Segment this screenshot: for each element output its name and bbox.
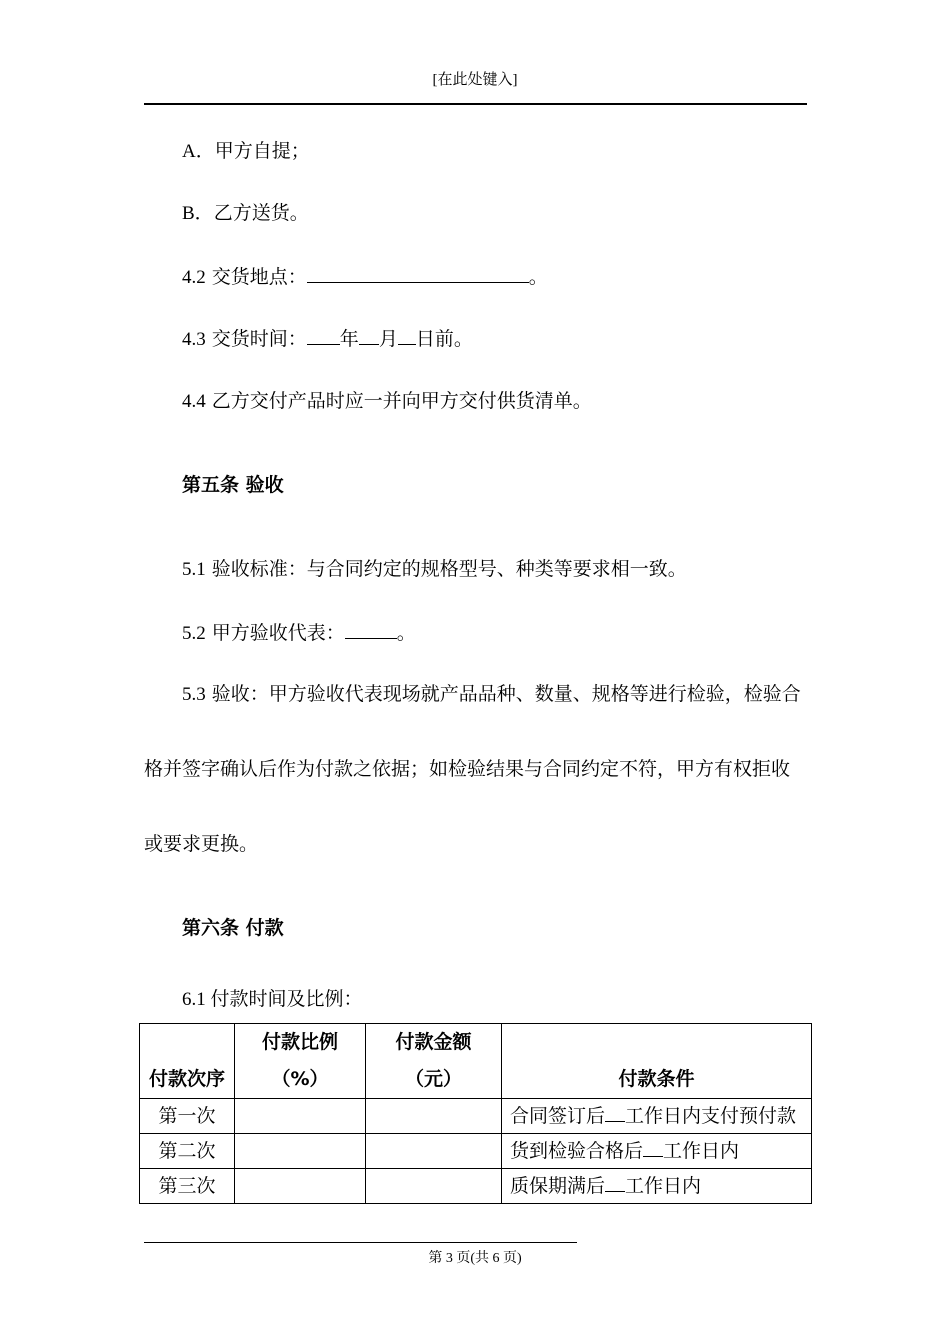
header-payment-amount-line-1: 付款金额 <box>395 1031 472 1053</box>
option-a <box>182 139 310 164</box>
workdays-blank <box>643 1138 663 1157</box>
clause-4-3-day: 日前。 <box>415 328 473 350</box>
clause-5-3-line-3: 或要求更换。 <box>144 833 259 855</box>
payment-amount-cell <box>366 1134 502 1169</box>
clause-5-2-text: 甲方验收代表： <box>205 622 345 644</box>
clause-5-1 <box>182 557 687 582</box>
header-payment-ratio-line-1: 付款比例 <box>261 1031 338 1053</box>
clause-4-2 <box>182 264 548 290</box>
header-payment-ratio <box>235 1024 366 1099</box>
payment-condition-a: 合同签订后 <box>510 1105 606 1127</box>
table-header-row <box>140 1024 812 1099</box>
payment-condition-cell <box>502 1134 812 1169</box>
header-payment-order: 付款次序 <box>140 1024 235 1099</box>
clause-5-2 <box>182 620 416 646</box>
clause-5-3-line-2: 格并签字确认后作为付款之依据；如检验结果与合同约定不符，甲方有权拒收 <box>144 758 791 780</box>
delivery-year-blank <box>307 326 340 345</box>
clause-4-3-number: 4.3 <box>182 329 206 350</box>
table-row <box>140 1099 812 1134</box>
clause-4-4-text: 乙方交付产品时应一并向甲方交付供货清单。 <box>205 390 592 412</box>
page-header: [在此处键入] <box>432 72 518 88</box>
payment-order-cell: 第一次 <box>140 1099 235 1134</box>
payment-ratio-cell <box>235 1099 366 1134</box>
delivery-location-blank <box>307 264 529 283</box>
clause-5-2-end: 。 <box>396 622 416 644</box>
clause-5-3-line-1 <box>182 682 801 707</box>
clause-4-2-text: 交货地点： <box>205 266 307 288</box>
page-number: 第 3 页(共 6 页) <box>428 1251 522 1266</box>
payment-schedule-table <box>139 1023 812 1204</box>
header-payment-condition: 付款条件 <box>502 1024 812 1099</box>
option-a-label: A． <box>182 141 215 162</box>
clause-4-3-month: 月 <box>378 328 398 350</box>
article-5-heading: 第五条 验收 <box>182 474 284 496</box>
clause-6-1: 6.1 付款时间及比例： <box>182 989 363 1010</box>
option-b-label: B． <box>182 203 214 224</box>
option-b <box>182 201 309 226</box>
clause-4-3 <box>182 326 473 352</box>
clause-5-1-number: 5.1 <box>182 559 206 580</box>
payment-amount-cell <box>366 1169 502 1204</box>
header-payment-amount-line-2: （元） <box>404 1068 462 1090</box>
header-divider <box>144 103 807 105</box>
payment-condition-b: 工作日内支付预付款 <box>625 1105 797 1127</box>
delivery-month-blank <box>359 326 379 345</box>
payment-condition-b: 工作日内 <box>625 1175 702 1197</box>
payment-ratio-cell <box>235 1169 366 1204</box>
table-row <box>140 1169 812 1204</box>
payment-condition-a: 质保期满后 <box>510 1175 606 1197</box>
payment-order-cell: 第二次 <box>140 1134 235 1169</box>
payment-condition-cell <box>502 1169 812 1204</box>
clause-4-4 <box>182 389 592 414</box>
clause-5-1-text: 验收标准：与合同约定的规格型号、种类等要求相一致。 <box>205 558 687 580</box>
payment-amount-cell <box>366 1099 502 1134</box>
footer-divider <box>144 1242 577 1243</box>
workdays-blank <box>605 1173 625 1192</box>
clause-4-4-number: 4.4 <box>182 391 206 412</box>
header-payment-amount <box>366 1024 502 1099</box>
payment-condition-cell <box>502 1099 812 1134</box>
workdays-blank <box>605 1103 625 1122</box>
clause-5-3-text-1: 验收：甲方验收代表现场就产品品种、数量、规格等进行检验，检验合 <box>205 683 801 705</box>
header-payment-ratio-line-2: （%） <box>271 1068 329 1090</box>
clause-5-2-number: 5.2 <box>182 623 206 644</box>
clause-5-3-number: 5.3 <box>182 684 206 705</box>
inspector-name-blank <box>345 620 397 639</box>
payment-condition-b: 工作日内 <box>663 1140 740 1162</box>
clause-4-2-number: 4.2 <box>182 267 206 288</box>
table-row <box>140 1134 812 1169</box>
clause-4-2-end: 。 <box>528 266 548 288</box>
payment-order-cell: 第三次 <box>140 1169 235 1204</box>
clause-4-3-year: 年 <box>339 328 359 350</box>
payment-condition-a: 货到检验合格后 <box>510 1140 644 1162</box>
delivery-day-blank <box>398 326 416 345</box>
option-a-text: 甲方自提； <box>214 140 310 162</box>
payment-ratio-cell <box>235 1134 366 1169</box>
article-6-heading: 第六条 付款 <box>182 917 284 939</box>
option-b-text: 乙方送货。 <box>213 202 309 224</box>
clause-4-3-text: 交货时间： <box>205 328 307 350</box>
